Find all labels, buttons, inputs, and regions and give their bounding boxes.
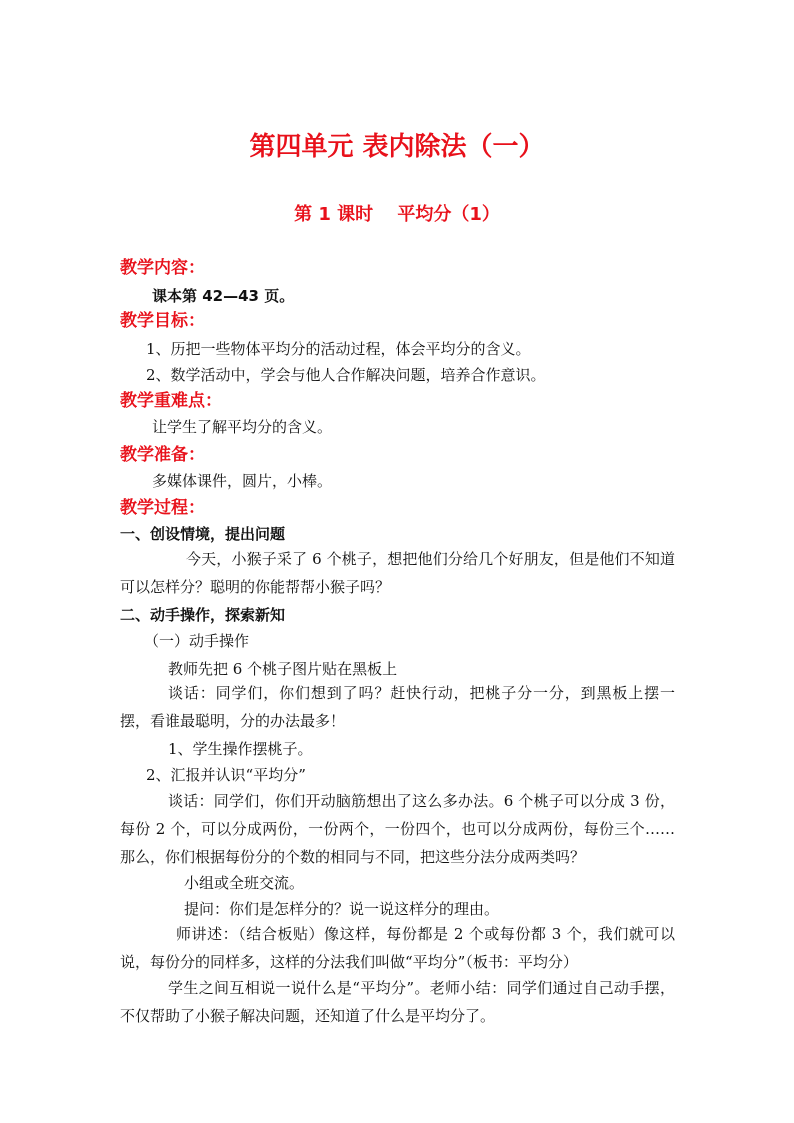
report-step-line: 2、汇报并认识“平均分” — [146, 766, 306, 784]
dialogue-paragraph-1: 谈话：同学们，你们想到了吗？赶快行动，把桃子分一分，到黑板上摆一摆，看谁最聪明，分的办法最多！ — [120, 684, 675, 730]
section-2-title: 二、动手操作，探索新知 — [120, 606, 286, 624]
summary-paragraph: 学生之间互相说一说什么是“平均分”。老师小结：同学们通过自己动手摆，不仅帮助了小猴子解决问题，还知道了什么是平均分了。 — [120, 979, 675, 1025]
content-heading: 教学内容： — [120, 258, 205, 278]
lesson-subtitle: 第 1 课时 平均分（1） — [294, 204, 500, 225]
student-step-line: 1、学生操作摆桃子。 — [168, 740, 313, 758]
key-points-text: 让学生了解平均分的含义。 — [152, 418, 333, 436]
preparation-heading: 教学准备： — [120, 445, 205, 465]
section-1-title: 一、创设情境，提出问题 — [120, 525, 286, 543]
process-heading: 教学过程： — [120, 498, 205, 518]
goal-item-2: 2、数学活动中，学会与他人合作解决问题，培养合作意识。 — [146, 366, 546, 384]
teacher-explanation-paragraph: 师讲述：（结合板贴）像这样，每份都是 2 个或每份都 3 个，我们就可以说，每份分的同样多，这样的分法我们叫做“平均分”（板书：平均分） — [120, 925, 675, 971]
section-1-paragraph: 今天，小猴子采了 6 个桃子，想把他们分给几个好朋友，但是他们不知道可以怎样分？聪明的你能帮帮小猴子吗？ — [120, 550, 675, 596]
group-discussion-line: 小组或全班交流。 — [184, 874, 305, 892]
question-line: 提问：你们是怎样分的？说一说这样分的理由。 — [184, 900, 500, 918]
content-text: 课本第 42—43 页。 — [152, 287, 295, 305]
section-2-subheading: （一）动手操作 — [144, 632, 250, 650]
unit-title: 第四单元 表内除法（一） — [249, 132, 545, 162]
teacher-step-line: 教师先把 6 个桃子图片贴在黑板上 — [168, 660, 398, 678]
goals-heading: 教学目标： — [120, 311, 205, 331]
dialogue-paragraph-2: 谈话：同学们，你们开动脑筋想出了这么多办法。6 个桃子可以分成 3 份，每份 2 个，可以分成两份，一份两个，一份四个，也可以分成两份，每份三个…… 那么，你们根据每份分的个数的相同与不同，把这些分法分成两类吗？ — [120, 792, 691, 866]
key-points-heading: 教学重难点： — [120, 391, 222, 411]
preparation-text: 多媒体课件，圆片，小棒。 — [152, 472, 333, 490]
goal-item-1: 1、历把一些物体平均分的活动过程，体会平均分的含义。 — [146, 340, 531, 358]
